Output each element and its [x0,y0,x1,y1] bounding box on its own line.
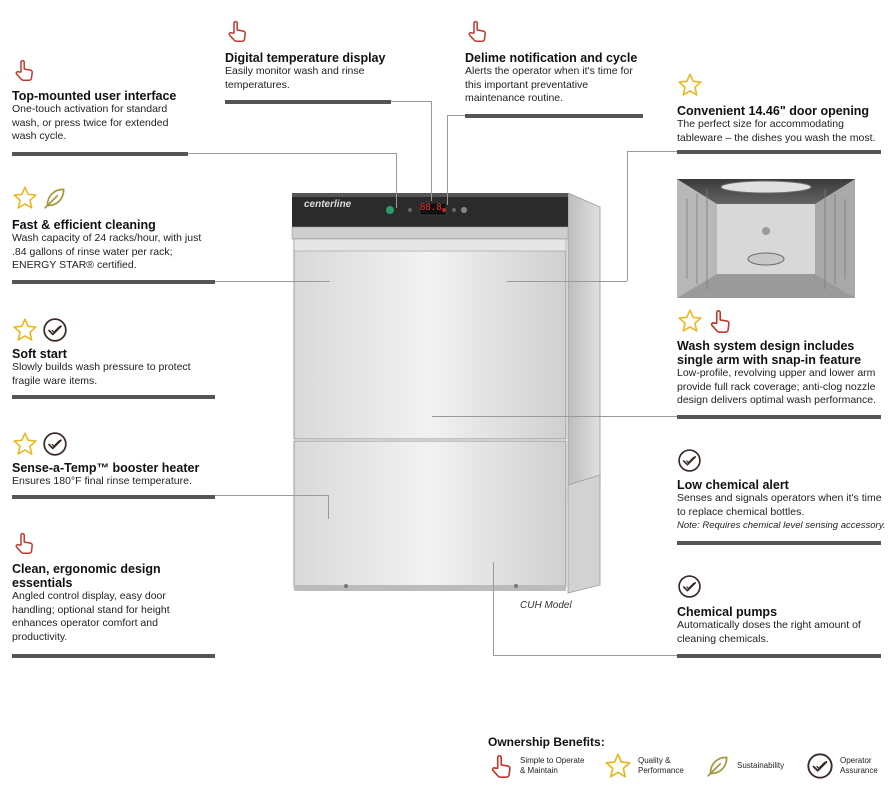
feature-icons [677,308,733,334]
feature-note: Note: Requires chemical level sensing accessory. [677,520,886,531]
divider [12,395,215,399]
feature-top-mounted-ui [12,89,192,144]
legend-label: Sustainability [737,761,785,770]
feature-body: One-touch activation for standard wash, or press twice for extended wash cycle. [12,103,169,142]
connector-line [627,151,628,281]
divider [677,654,881,658]
connector-line [215,495,328,496]
feature-body: Ensures 180°F final rinse temperature. [12,475,192,487]
legend-item [488,752,592,780]
divider [12,152,188,156]
feature-title: Clean, ergonomic design essentials [12,562,161,590]
divider [465,114,643,118]
connector-line [447,115,448,205]
connector-line [447,115,465,116]
leaf-icon [42,185,68,211]
feature-icons [12,317,68,343]
feature-door-opening [677,104,887,145]
feature-icons [12,185,68,211]
feature-icons [677,448,702,473]
divider [12,280,215,284]
divider [12,654,215,658]
feature-body: Automatically doses the right amount of cleaning chemicals. [677,619,861,645]
connector-line [188,153,396,154]
connector-line [432,416,677,417]
legend-item [806,752,886,780]
divider [677,150,881,154]
feature-wash-system [677,339,887,408]
hand-icon [707,308,733,334]
feature-title: Sense-a-Temp™ booster heater [12,461,200,475]
dishwasher-illustration [280,185,610,600]
feature-title: Low chemical alert [677,478,789,492]
feature-icons [12,431,68,457]
feature-low-chemical-alert [677,478,887,533]
feature-delime-notification [465,51,645,106]
feature-icons [12,58,36,82]
feature-icons [465,19,489,43]
check-icon [677,448,702,473]
connector-line [431,101,432,201]
feature-icons [12,531,36,555]
feature-body: Slowly builds wash pressure to protect fragile ware items. [12,361,191,387]
connector-line [215,281,330,282]
feature-icons [677,72,703,98]
feature-title: Delime notification and cycle [465,51,638,65]
feature-icons [677,574,702,599]
product-caption: CUH Model [520,600,572,611]
hand-icon [225,19,249,43]
feature-body: Low-profile, revolving upper and lower arm provide full rack coverage; anti-clog nozzle design delivers optimal wash performance. [677,367,877,406]
connector-line [493,655,677,656]
feature-sense-a-temp [12,461,222,489]
connector-line [328,495,329,519]
star-icon [12,185,38,211]
check-icon [677,574,702,599]
feature-body: Senses and signals operators when it's time to replace chemical bottles. [677,492,882,518]
feature-digital-temperature-display [225,51,400,92]
feature-title: Convenient 14.46" door opening [677,104,870,118]
feature-icons [225,19,249,43]
connector-line [493,562,494,656]
divider [12,495,215,499]
legend-label: Simple to Operate & Maintain [520,756,585,775]
connector-line [391,101,431,102]
star-icon [604,752,632,780]
feature-body: The perfect size for accommodating tableware – the dishes you wash the most. [677,118,876,144]
star-icon [677,308,703,334]
feature-title: Wash system design includes single arm with snap-in feature [677,339,862,367]
legend-label: Operator Assurance [840,756,878,775]
legend-item [604,752,694,780]
legend-title: Ownership Benefits: [488,735,605,749]
leaf-icon [705,752,731,780]
interior-photo [677,179,855,298]
feature-body: Alerts the operator when it's time for this important preventative maintenance routine. [465,65,633,104]
connector-line [627,151,677,152]
divider [677,541,881,545]
check-icon [42,431,68,457]
check-icon [806,752,834,780]
temperature-display: 88.8 [420,203,442,213]
feature-body: Angled control display, easy door handling; optional stand for height enhances operator comfort and productivity. [12,590,170,643]
feature-body: Wash capacity of 24 racks/hour, with just .84 gallons of rinse water per rack; ENERGY STAR® certified. [12,232,202,271]
hand-icon [12,58,36,82]
star-icon [12,317,38,343]
feature-title: Fast & efficient cleaning [12,218,156,232]
feature-body: Easily monitor wash and rinse temperatures. [225,65,365,91]
feature-title: Top-mounted user interface [12,89,177,103]
divider [677,415,881,419]
connector-line [507,281,627,282]
legend-label: Quality & Performance [638,756,684,775]
feature-ergonomic-design [12,562,192,644]
legend-item [705,752,797,780]
feature-title: Soft start [12,347,67,361]
interior-photo-image [677,179,855,298]
feature-soft-start [12,347,212,388]
check-icon [42,317,68,343]
star-icon [677,72,703,98]
hand-icon [488,752,514,780]
hand-icon [12,531,36,555]
feature-title: Digital temperature display [225,51,386,65]
star-icon [12,431,38,457]
divider [225,100,391,104]
feature-title: Chemical pumps [677,605,778,619]
connector-line [396,153,397,208]
feature-fast-efficient-cleaning [12,218,212,273]
feature-chemical-pumps [677,605,877,646]
hand-icon [465,19,489,43]
brand-logo: centerline [304,199,352,210]
